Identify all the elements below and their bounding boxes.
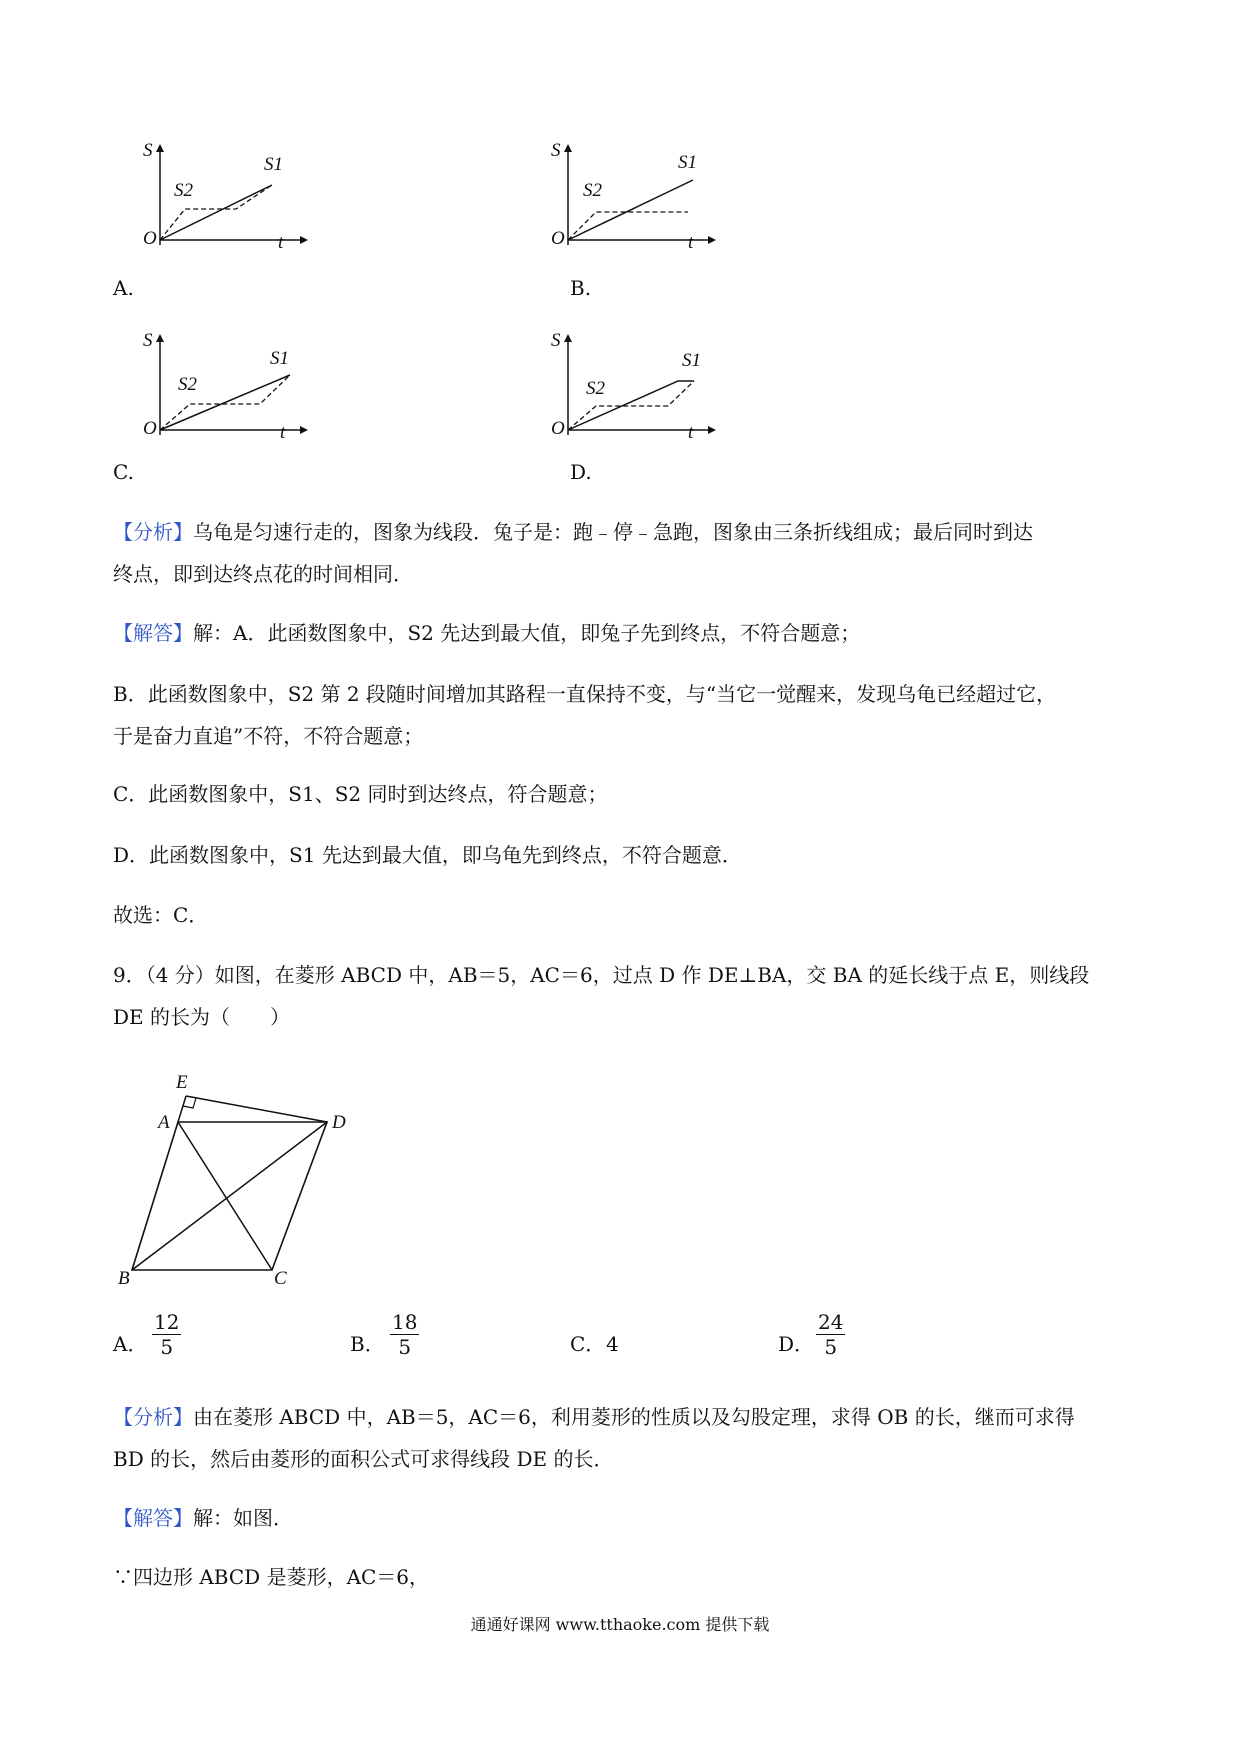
graph-option-c xyxy=(140,330,320,460)
label-d: D xyxy=(332,1112,346,1133)
q9-option-b-numerator: 18 xyxy=(392,1310,418,1334)
q8-answer-a xyxy=(113,612,1133,654)
q9-option-b-letter: B． xyxy=(350,1332,385,1356)
graph-a-letter: A. xyxy=(113,276,134,300)
q9-analysis xyxy=(113,1396,1133,1480)
graph-c-s2-label: S2 xyxy=(178,374,197,395)
q8-answer-b-line1: B．此函数图象中，S2 第 2 段随时间增加其路程一直保持不变，与“当它一觉醒来，发现乌龟已经超过它， xyxy=(113,682,1057,706)
label-b: B xyxy=(118,1268,130,1289)
q9-option-b-fraction xyxy=(390,1310,419,1359)
graph-c-letter: C. xyxy=(113,460,134,484)
q9-answer xyxy=(113,1497,1133,1539)
graph-option-b xyxy=(548,140,728,270)
label-e: E xyxy=(176,1072,188,1093)
q9-option-d-letter: D． xyxy=(778,1332,815,1356)
graph-b-t-axis: t xyxy=(688,232,694,253)
q8-answer-tag: 【解答】 xyxy=(113,621,193,645)
graph-c-t-axis: t xyxy=(280,422,286,443)
graph-d-origin: O xyxy=(551,418,565,439)
q8-answer-b-line2: 于是奋力直追”不符，不符合题意； xyxy=(113,724,424,748)
q9-option-a-letter: A． xyxy=(113,1332,148,1356)
q9-option-a-fraction xyxy=(152,1310,181,1359)
graph-a-svg xyxy=(140,140,320,270)
graph-a-origin: O xyxy=(143,228,157,249)
q8-answer-c xyxy=(113,773,1133,815)
graph-option-a xyxy=(140,140,320,270)
graph-d-svg xyxy=(548,330,728,460)
rhombus-figure xyxy=(110,1060,370,1290)
q8-analysis-tag: 【分析】 xyxy=(113,520,193,544)
graph-a-t-axis: t xyxy=(278,232,284,253)
q8-conclusion-text: 故选：C． xyxy=(113,903,209,927)
q9-answer-continued xyxy=(113,1556,1133,1598)
q9-option-a-denominator: 5 xyxy=(160,1335,174,1359)
q9-stem xyxy=(113,954,1133,1038)
q8-answer-b xyxy=(113,673,1133,757)
q8-answer-d xyxy=(113,834,1133,876)
q9-option-b-denominator: 5 xyxy=(398,1335,412,1359)
graph-option-d xyxy=(548,330,728,460)
graph-b-letter: B. xyxy=(570,276,592,300)
q9-analysis-line2: BD 的长，然后由菱形的面积公式可求得线段 DE 的长． xyxy=(113,1447,614,1471)
graph-d-letter: D. xyxy=(570,460,592,484)
q9-answer-line2: ∵四边形 ABCD 是菱形，AC＝6， xyxy=(113,1565,430,1589)
graph-b-svg xyxy=(548,140,728,270)
graph-b-s1-label: S1 xyxy=(678,152,697,173)
q8-conclusion xyxy=(113,894,1133,936)
graph-d-s1-label: S1 xyxy=(682,350,701,371)
q9-option-d-fraction xyxy=(816,1310,845,1359)
graph-d-s-axis: S xyxy=(551,330,561,351)
q9-option-c-letter: C． xyxy=(570,1332,606,1356)
graph-b-s2-label: S2 xyxy=(583,180,602,201)
q9-stem-line2: DE 的长为（ ） xyxy=(113,1005,290,1029)
graph-c-origin: O xyxy=(143,418,157,439)
q9-answer-line1: 解：如图． xyxy=(193,1506,293,1530)
graph-c-s1-label: S1 xyxy=(270,348,289,369)
graph-d-s2-label: S2 xyxy=(586,378,605,399)
graph-c-svg xyxy=(140,330,320,460)
q8-answer-a-text: 解：A．此函数图象中，S2 先达到最大值，即兔子先到终点，不符合题意； xyxy=(193,621,861,645)
q9-answer-tag: 【解答】 xyxy=(113,1506,193,1530)
graph-a-s-axis: S xyxy=(143,140,153,161)
q8-analysis xyxy=(113,511,1133,595)
graph-b-origin: O xyxy=(551,228,565,249)
q9-analysis-tag: 【分析】 xyxy=(113,1405,193,1429)
graph-a-s1-label: S1 xyxy=(264,154,283,175)
q9-option-c-value: 4 xyxy=(606,1332,619,1356)
graph-a-s2-label: S2 xyxy=(174,180,193,201)
label-c: C xyxy=(274,1268,287,1289)
q9-analysis-line1: 由在菱形 ABCD 中，AB＝5，AC＝6，利用菱形的性质以及勾股定理，求得 OB 的长，继而可求得 xyxy=(193,1405,1075,1429)
graph-b-s-axis: S xyxy=(551,140,561,161)
q8-answer-d-text: D．此函数图象中，S1 先达到最大值，即乌龟先到终点，不符合题意． xyxy=(113,843,742,867)
graph-c-s-axis: S xyxy=(143,330,153,351)
q8-answer-c-text: C．此函数图象中，S1、S2 同时到达终点，符合题意； xyxy=(113,782,608,806)
q8-analysis-line2: 终点，即到达终点花的时间相同． xyxy=(113,562,413,586)
graph-d-t-axis: t xyxy=(688,422,694,443)
q9-stem-line1: 9．（4 分）如图，在菱形 ABCD 中，AB＝5，AC＝6，过点 D 作 DE⊥BA，交 BA 的延长线于点 E，则线段 xyxy=(113,963,1090,987)
q9-option-d-denominator: 5 xyxy=(824,1335,838,1359)
page-footer: 通通好课网 www.tthaoke.com 提供下载 xyxy=(470,1615,770,1634)
label-a: A xyxy=(158,1112,170,1133)
rhombus-svg xyxy=(110,1060,370,1290)
q9-option-a-numerator: 12 xyxy=(154,1310,180,1334)
q9-option-d-numerator: 24 xyxy=(818,1310,844,1334)
q8-analysis-line1: 乌龟是匀速行走的，图象为线段．兔子是：跑﹣停﹣急跑，图象由三条折线组成；最后同时到达 xyxy=(193,520,1033,544)
